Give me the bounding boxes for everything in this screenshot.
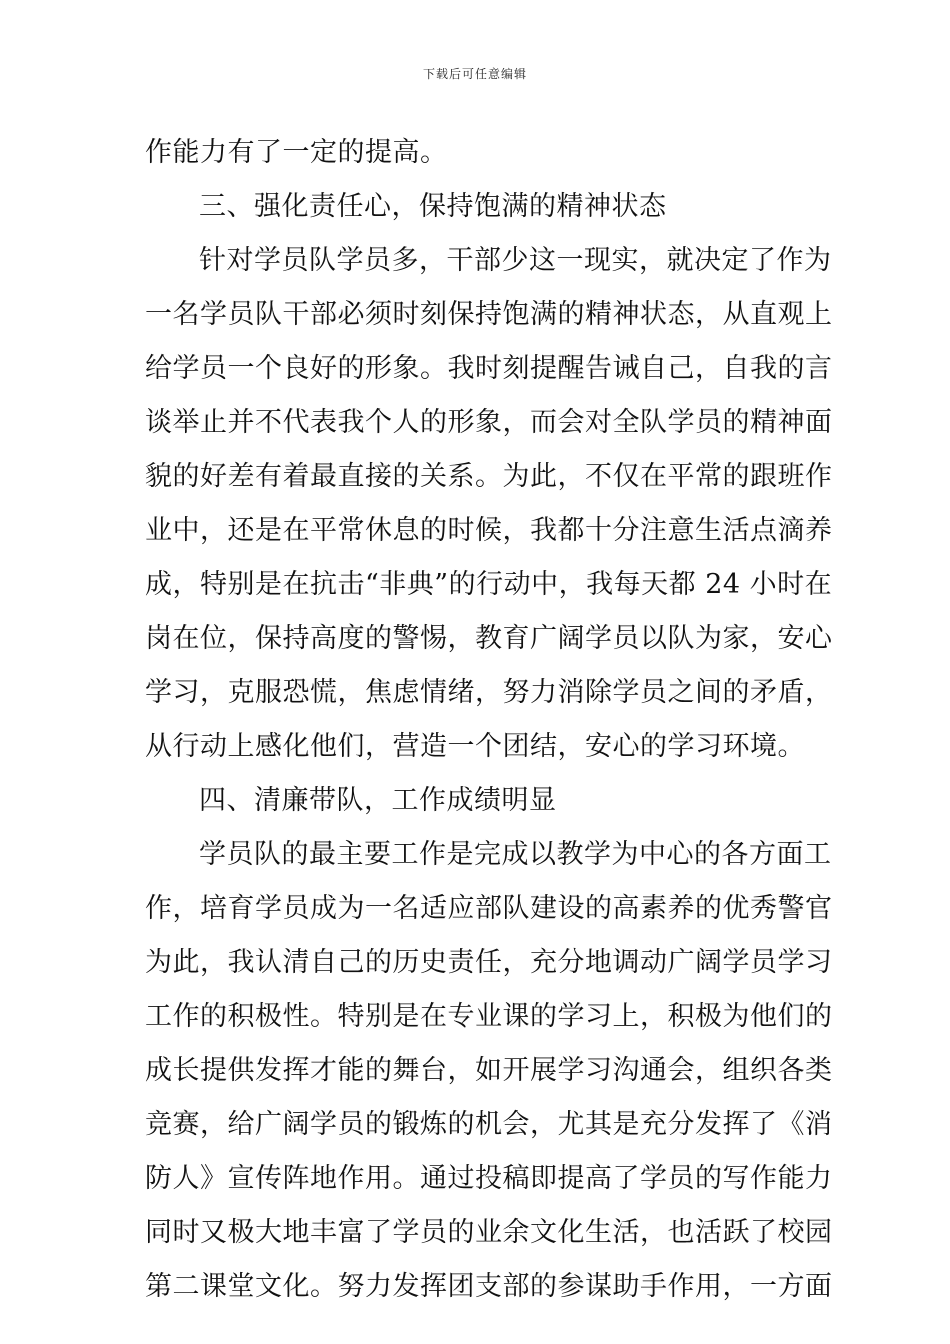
text-line: 作能力有了一定的提高。 (145, 137, 448, 168)
page-header: 下载后可任意编辑 (422, 67, 527, 81)
text-line: 谈举止并不代表我个人的形象，而会对全队学员的精神面 (145, 407, 833, 438)
text-line: 竞赛，给广阔学员的锻炼的机会，尤其是充分发挥了《消 (145, 1109, 833, 1140)
document-body (145, 126, 833, 1314)
text-line: 三、强化责任心，保持饱满的精神状态 (199, 191, 667, 222)
text-line: 成长提供发挥才能的舞台，如开展学习沟通会，组织各类 (145, 1055, 833, 1086)
text-line: 一名学员队干部必须时刻保持饱满的精神状态，从直观上 (145, 299, 833, 330)
text-line: 业中，还是在平常休息的时候，我都十分注意生活点滴养 (145, 515, 833, 546)
text-line: 学习，克服恐慌，焦虑情绪，努力消除学员之间的矛盾， (145, 677, 833, 708)
text-line: 为此，我认清自己的历史责任，充分地调动广阔学员学习 (145, 947, 833, 978)
text-line: 四、清廉带队，工作成绩明显 (199, 785, 557, 816)
text-line: 岗在位，保持高度的警惕，教育广阔学员以队为家，安心 (145, 623, 833, 654)
text-line: 同时又极大地丰富了学员的业余文化生活，也活跃了校园 (145, 1217, 833, 1248)
text-line: 成，特别是在抗击“非典”的行动中，我每天都 24 小时在 (145, 569, 833, 600)
text-line: 防人》宣传阵地作用。通过投稿即提高了学员的写作能力 (145, 1163, 833, 1194)
text-line: 给学员一个良好的形象。我时刻提醒告诫自己，自我的言 (145, 353, 833, 384)
text-line: 工作的积极性。特别是在专业课的学习上，积极为他们的 (145, 1001, 833, 1032)
text-line: 貌的好差有着最直接的关系。为此，不仅在平常的跟班作 (145, 461, 833, 492)
text-line: 作，培育学员成为一名适应部队建设的高素养的优秀警官 (145, 893, 833, 924)
text-line: 从行动上感化他们，营造一个团结，安心的学习环境。 (145, 731, 805, 762)
text-line: 学员队的最主要工作是完成以教学为中心的各方面工 (199, 839, 832, 870)
text-line: 针对学员队学员多，干部少这一现实，就决定了作为 (199, 245, 832, 276)
text-line: 第二课堂文化。努力发挥团支部的参谋助手作用，一方面 (145, 1271, 833, 1302)
